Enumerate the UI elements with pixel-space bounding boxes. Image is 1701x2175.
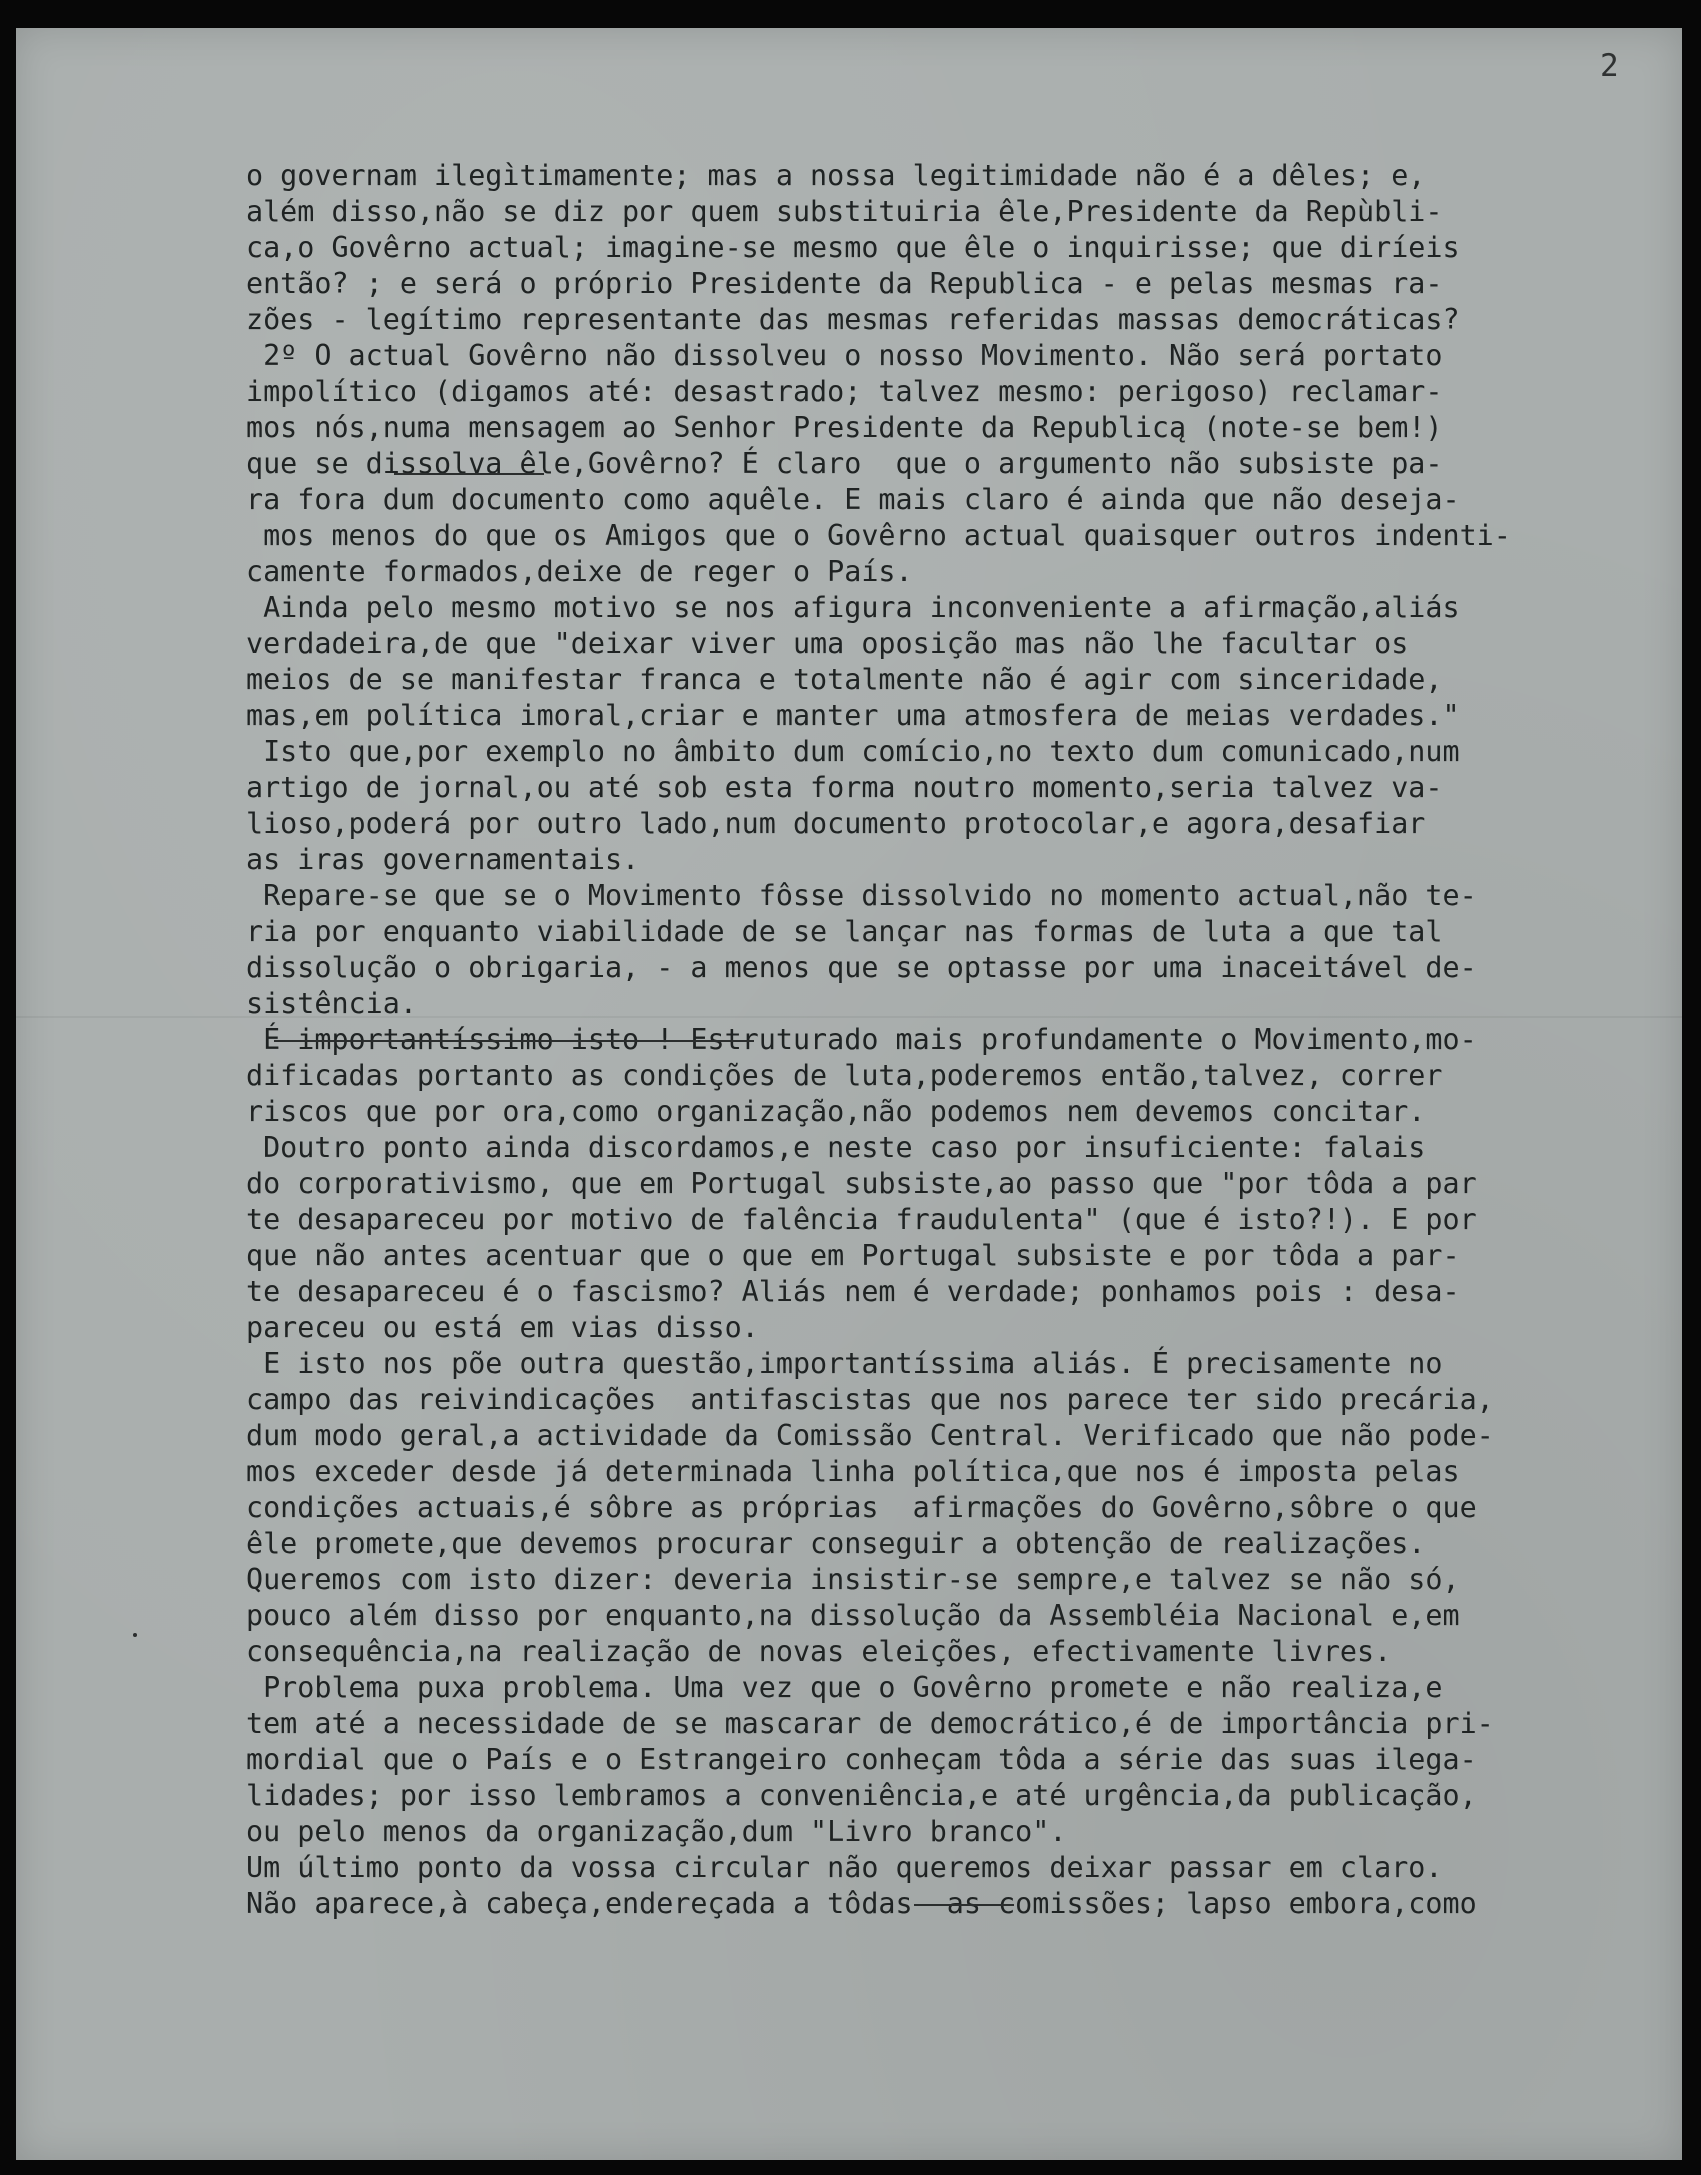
- text-line: impolítico (digamos até: desastrado; talvez mesmo: perigoso) reclamar-: [246, 375, 1443, 408]
- text-line: mos exceder desde já determinada linha política,que nos é imposta pelas: [246, 1455, 1460, 1488]
- text-line: mas,em política imoral,criar e manter uma atmosfera de meias verdades.": [246, 699, 1460, 732]
- text-line: dum modo geral,a actividade da Comissão Central. Verificado que não pode-: [246, 1419, 1494, 1452]
- text-line: Queremos com isto dizer: deveria insistir-se sempre,e talvez se não só,: [246, 1563, 1460, 1596]
- text-line: mordial que o País e o Estrangeiro conheçam tôda a série das suas ilega-: [246, 1743, 1477, 1776]
- text-line: meios de se manifestar franca e totalmente não é agir com sinceridade,: [246, 663, 1443, 696]
- text-line: Problema puxa problema. Uma vez que o Govêrno promete e não realiza,e: [246, 1671, 1443, 1704]
- text-line: o governam ilegìtimamente; mas a nossa legitimidade não é a dêles; e,: [246, 159, 1426, 192]
- text-line: do corporativismo, que em Portugal subsiste,ao passo que "por tôda a par: [246, 1167, 1477, 1200]
- page-number: 2: [1600, 48, 1619, 84]
- text-line: Ainda pelo mesmo motivo se nos afigura inconveniente a afirmação,aliás: [246, 591, 1460, 624]
- text-line: dissolução o obrigaria, - a menos que se optasse por uma inaceitável de-: [246, 951, 1477, 984]
- text-line: Isto que,por exemplo no âmbito dum comício,no texto dum comunicado,num: [246, 735, 1460, 768]
- text-line: camente formados,deixe de reger o País.: [246, 555, 913, 588]
- text-line: condições actuais,é sôbre as próprias afirmações do Govêrno,sôbre o que: [246, 1491, 1477, 1524]
- text-line: pouco além disso por enquanto,na dissolução da Assembléia Nacional e,em: [246, 1599, 1460, 1632]
- text-line: mos menos do que os Amigos que o Govêrno actual quaisquer outros indenti-: [246, 519, 1511, 552]
- underline-todas: [914, 1904, 1014, 1906]
- underline-importantissimo: [274, 1040, 754, 1042]
- text-line: que se dissolva êle,Govêrno? É claro que o argumento não subsiste pa-: [246, 447, 1443, 480]
- text-line: êle promete,que devemos procurar conseguir a obtenção de realizações.: [246, 1527, 1426, 1560]
- text-line: 2º O actual Govêrno não dissolveu o nosso Movimento. Não será portato: [246, 339, 1443, 372]
- text-line: te desapareceu por motivo de falência fraudulenta" (que é isto?!). E por: [246, 1203, 1477, 1236]
- text-line: ou pelo menos da organização,dum "Livro branco".: [246, 1815, 1067, 1848]
- text-line: tem até a necessidade de se mascarar de democrático,é de importância pri-: [246, 1707, 1494, 1740]
- text-line: te desapareceu é o fascismo? Aliás nem é verdade; ponhamos pois : desa-: [246, 1275, 1460, 1308]
- text-line: Repare-se que se o Movimento fôsse dissolvido no momento actual,não te-: [246, 879, 1477, 912]
- text-line: as iras governamentais.: [246, 843, 640, 876]
- text-line: ra fora dum documento como aquêle. E mais claro é ainda que não deseja-: [246, 483, 1460, 516]
- text-line: riscos que por ora,como organização,não podemos nem devemos concitar.: [246, 1095, 1426, 1128]
- underline-dissolva: [394, 473, 544, 475]
- text-line: consequência,na realização de novas eleições, efectivamente livres.: [246, 1635, 1392, 1668]
- text-line: verdadeira,de que "deixar viver uma oposição mas não lhe facultar os: [246, 627, 1409, 660]
- text-line: que não antes acentuar que o que em Portugal subsiste e por tôda a par-: [246, 1239, 1460, 1272]
- text-line: zões - legítimo representante das mesmas referidas massas democráticas?: [246, 303, 1460, 336]
- text-line: É importantíssimo isto ! Estruturado mais profundamente o Movimento,mo-: [246, 1023, 1477, 1056]
- text-line: lidades; por isso lembramos a conveniência,e até urgência,da publicação,: [246, 1779, 1477, 1812]
- ink-mark: [133, 1633, 137, 1637]
- text-line: ca,o Govêrno actual; imagine-se mesmo que êle o inquirisse; que diríeis: [246, 231, 1460, 264]
- text-line: E isto nos põe outra questão,importantíssima aliás. É precisamente no: [246, 1347, 1443, 1380]
- text-line: pareceu ou está em vias disso.: [246, 1311, 759, 1344]
- text-line: mos nós,numa mensagem ao Senhor Presidente da Republicą (note-se bem!): [246, 411, 1443, 444]
- text-line: então? ; e será o próprio Presidente da Republica - e pelas mesmas ra-: [246, 267, 1443, 300]
- text-line: dificadas portanto as condições de luta,poderemos então,talvez, correr: [246, 1059, 1443, 1092]
- text-line: Um último ponto da vossa circular não queremos deixar passar em claro.: [246, 1851, 1443, 1884]
- text-line: sistência.: [246, 987, 417, 1020]
- text-line: Doutro ponto ainda discordamos,e neste caso por insuficiente: falais: [246, 1131, 1426, 1164]
- text-line: além disso,não se diz por quem substituiria êle,Presidente da Repùbli-: [246, 195, 1443, 228]
- text-line: artigo de jornal,ou até sob esta forma noutro momento,seria talvez va-: [246, 771, 1443, 804]
- typewritten-page: [16, 28, 1682, 2160]
- text-line: ria por enquanto viabilidade de se lançar nas formas de luta a que tal: [246, 915, 1443, 948]
- text-line: lioso,poderá por outro lado,num documento protocolar,e agora,desafiar: [246, 807, 1426, 840]
- text-line: Não aparece,à cabeça,endereçada a tôdas as comissões; lapso embora,como: [246, 1887, 1477, 1920]
- text-line: campo das reivindicações antifascistas que nos parece ter sido precária,: [246, 1383, 1494, 1416]
